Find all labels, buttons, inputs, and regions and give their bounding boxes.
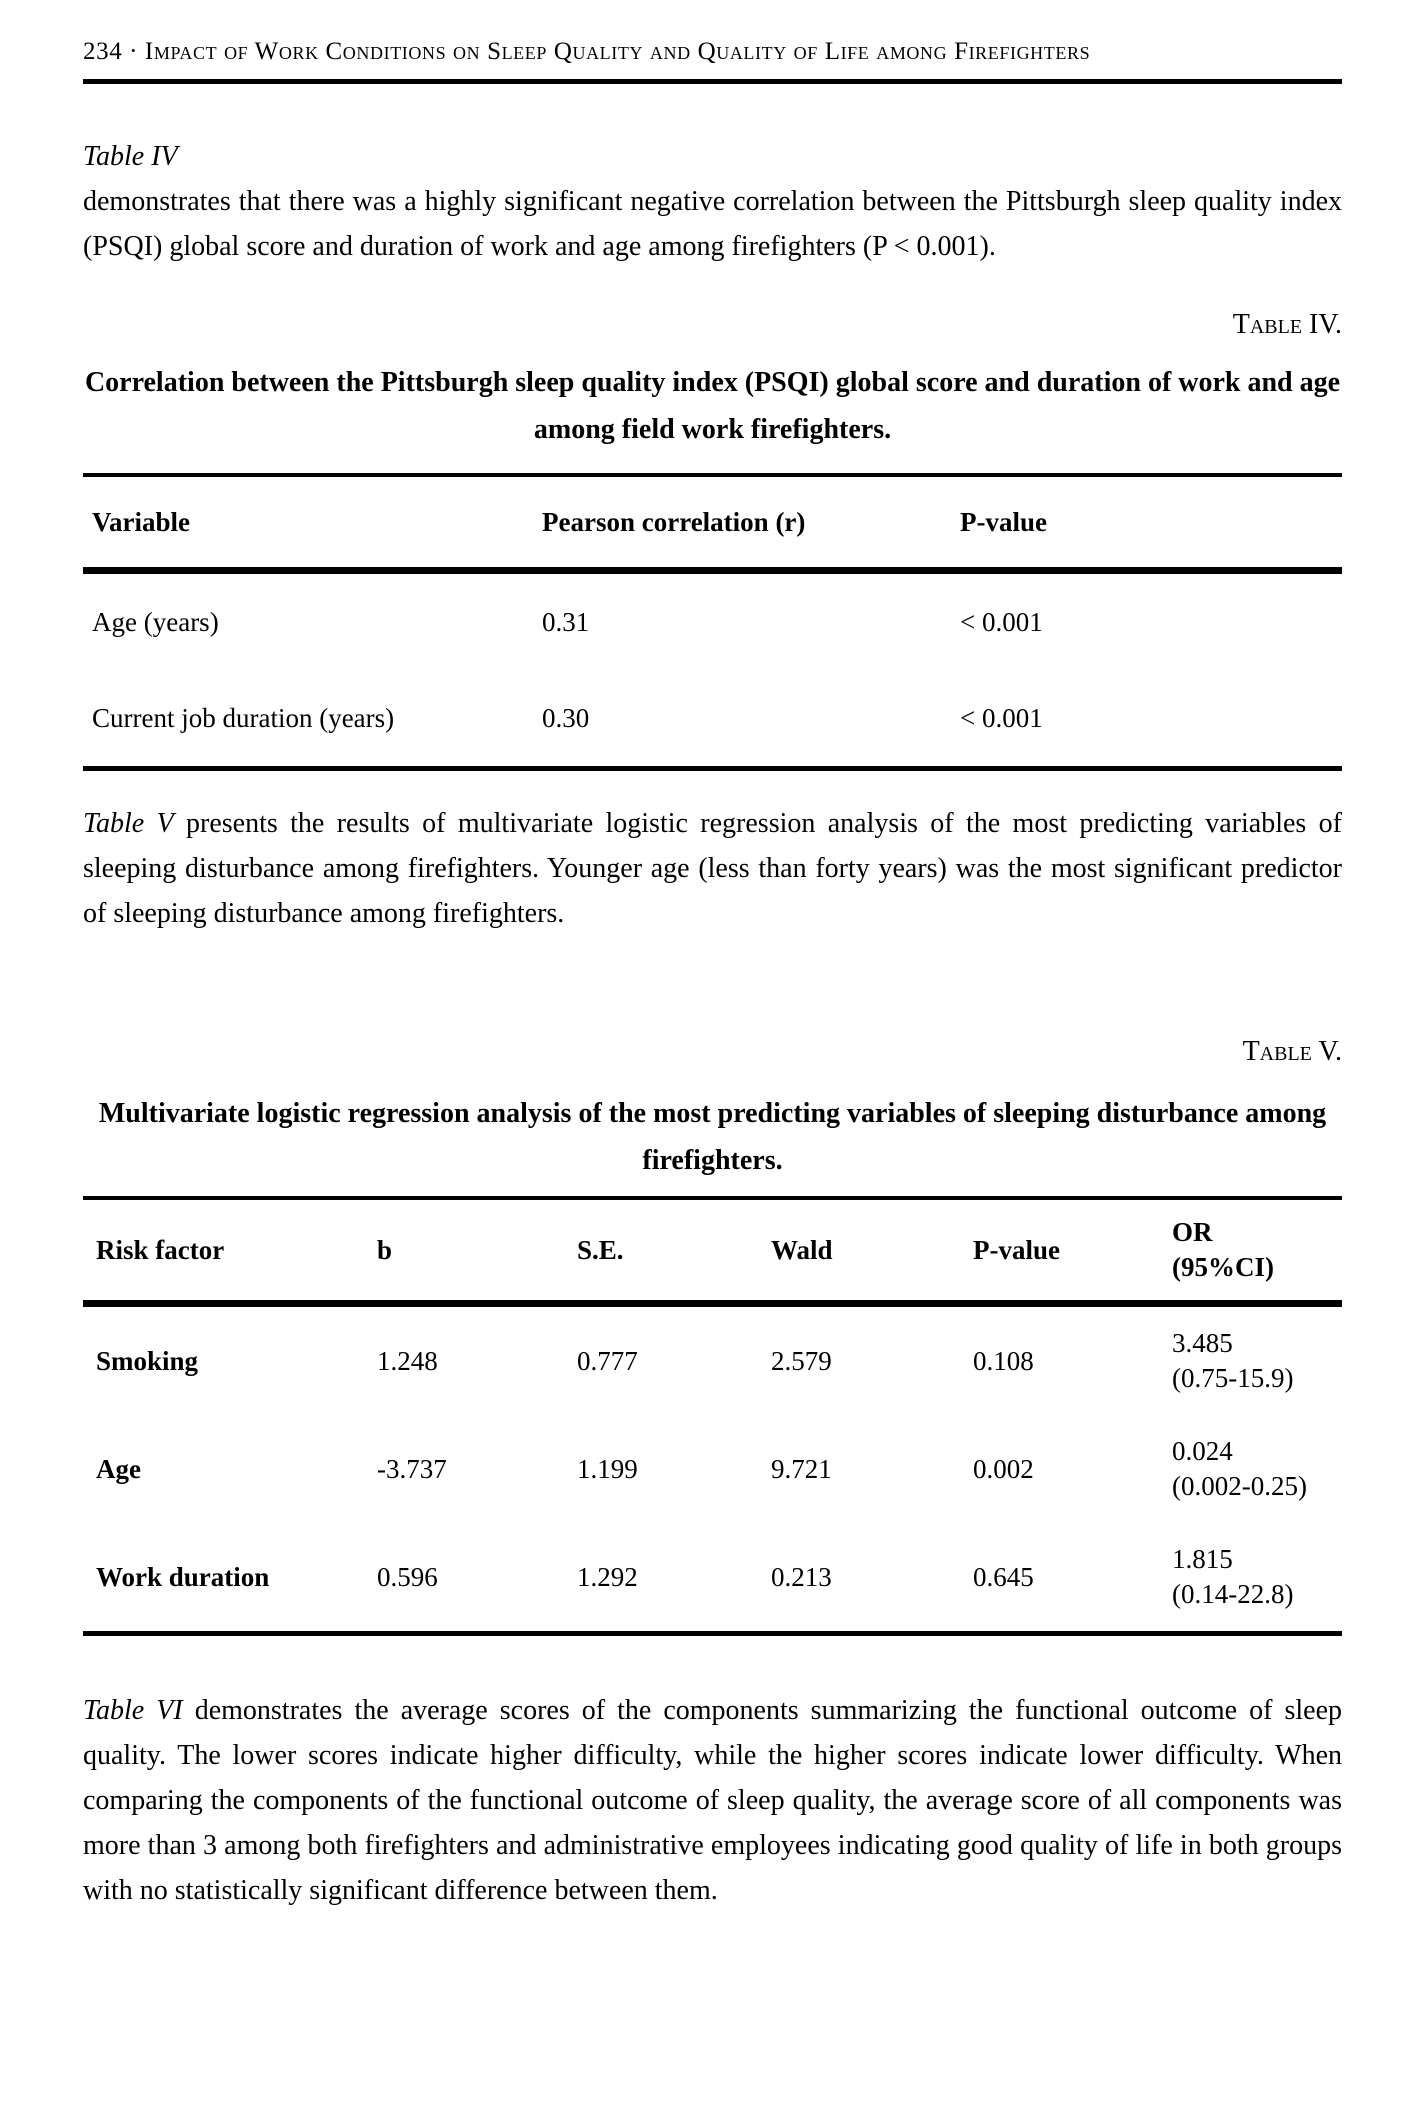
table-cell-p: < 0.001 (960, 607, 1043, 637)
paragraph-table-vi-text: demonstrates the average scores of the components summarizing the functional outcome of sleep quality. The lower scores indicate higher difficulty, while the higher scores indicate lower difficulty. When comparing the components of the functional outcome of sleep quality, the average score of all components was more than 3 among both firefighters and administrative employees indicating good quality of life in both groups with no statistically significant difference between them. (83, 1695, 1343, 1906)
table-v-header-rule (83, 1300, 1342, 1307)
table-iv-caption-label: Table IV. (1232, 309, 1342, 340)
table-cell-se: 1.292 (577, 1562, 638, 1592)
paragraph-table-vi-intro (83, 1688, 1342, 1913)
table-cell-risk-factor: Work duration (96, 1562, 270, 1592)
table-v-row-work-duration (83, 1523, 1342, 1631)
table-cell-se: 0.777 (577, 1346, 638, 1376)
table-cell-or-ci (1172, 1523, 1342, 1631)
or-header-line2: (95%CI) (1172, 1252, 1274, 1282)
table-v-row-smoking (83, 1307, 1342, 1415)
ci-value: (0.14-22.8) (1172, 1579, 1294, 1609)
table-iv-row-age (83, 574, 1342, 670)
table-vi-reference: Table VI (83, 1695, 183, 1726)
table-v-header-risk-factor: Risk factor (96, 1235, 225, 1265)
paragraph-table-iv-text: demonstrates that there was a highly significant negative correlation between the Pittsburgh sleep quality index (PSQI) global score and duration of work and age among firefighters (P < 0.001). (83, 186, 1342, 262)
table-iv-header-variable: Variable (92, 507, 191, 537)
ci-value: (0.002-0.25) (1172, 1471, 1307, 1501)
table-cell-wald: 0.213 (771, 1562, 832, 1592)
table-iv-header-row (83, 477, 1342, 567)
table-v-title: Multivariate logistic regression analysis of the most predicting variables of sleeping disturbance among firefighters. (98, 1098, 1327, 1176)
table-v-reference: Table V (83, 808, 174, 839)
paragraph-table-iv-intro (83, 134, 1342, 269)
table-cell-or-ci (1172, 1307, 1342, 1415)
table-iv-header-pvalue: P-value (960, 507, 1047, 537)
table-cell-risk-factor: Age (96, 1454, 141, 1484)
or-value: 3.485 (1172, 1328, 1233, 1358)
table-v (83, 1196, 1342, 1636)
table-v-bottom-rule (83, 1631, 1342, 1636)
ci-value: (0.75-15.9) (1172, 1363, 1294, 1393)
table-cell-r: 0.31 (542, 607, 590, 637)
table-cell-p: 0.108 (973, 1346, 1034, 1376)
or-value: 0.024 (1172, 1436, 1233, 1466)
table-cell-b: 0.596 (377, 1562, 438, 1592)
table-cell-risk-factor: Smoking (96, 1346, 199, 1376)
table-cell-r: 0.30 (542, 703, 590, 733)
table-cell-p: < 0.001 (960, 703, 1043, 733)
table-cell-or-ci (1172, 1415, 1342, 1523)
table-iv-row-job-duration (83, 670, 1342, 766)
paragraph-table-v-text: presents the results of multivariate logistic regression analysis of the most predicting variables of sleeping disturbance among firefighters. Younger age (less than forty years) was the most significant predictor of sleeping disturbance among firefighters. (83, 808, 1342, 929)
table-cell-b: -3.737 (377, 1454, 447, 1484)
page-content (83, 0, 1342, 1913)
table-v-header-wald: Wald (771, 1235, 833, 1265)
table-v-caption-label: Table V. (1242, 1036, 1342, 1067)
running-head-text: 234 · Impact of Work Conditions on Sleep Quality and Quality of Life among Firefighters (83, 38, 1091, 65)
table-cell-se: 1.199 (577, 1454, 638, 1484)
table-iv-title: Correlation between the Pittsburgh sleep quality index (PSQI) global score and duration of work and age among field work firefighters. (84, 367, 1341, 445)
table-cell-variable: Age (years) (92, 607, 219, 637)
table-cell-variable: Current job duration (years) (92, 703, 395, 733)
running-head (83, 0, 1342, 84)
table-v-header-se: S.E. (577, 1235, 624, 1265)
table-v-header-or-ci (1172, 1200, 1342, 1300)
table-cell-p: 0.645 (973, 1562, 1034, 1592)
table-v-header-b: b (377, 1235, 393, 1265)
table-cell-p: 0.002 (973, 1454, 1034, 1484)
table-iv-bottom-rule (83, 766, 1342, 771)
table-v-header-pvalue: P-value (973, 1235, 1060, 1265)
or-value: 1.815 (1172, 1544, 1233, 1574)
table-cell-wald: 2.579 (771, 1346, 832, 1376)
table-iv (83, 473, 1342, 771)
table-iv-reference: Table IV (83, 141, 178, 172)
or-header-line1: OR (1172, 1217, 1213, 1247)
table-iv-header-rule (83, 567, 1342, 574)
table-cell-wald: 9.721 (771, 1454, 832, 1484)
paragraph-table-v-intro (83, 801, 1342, 936)
table-cell-b: 1.248 (377, 1346, 438, 1376)
table-iv-header-pearson: Pearson correlation (r) (542, 507, 806, 537)
table-v-header-row (83, 1200, 1342, 1300)
table-v-row-age (83, 1415, 1342, 1523)
